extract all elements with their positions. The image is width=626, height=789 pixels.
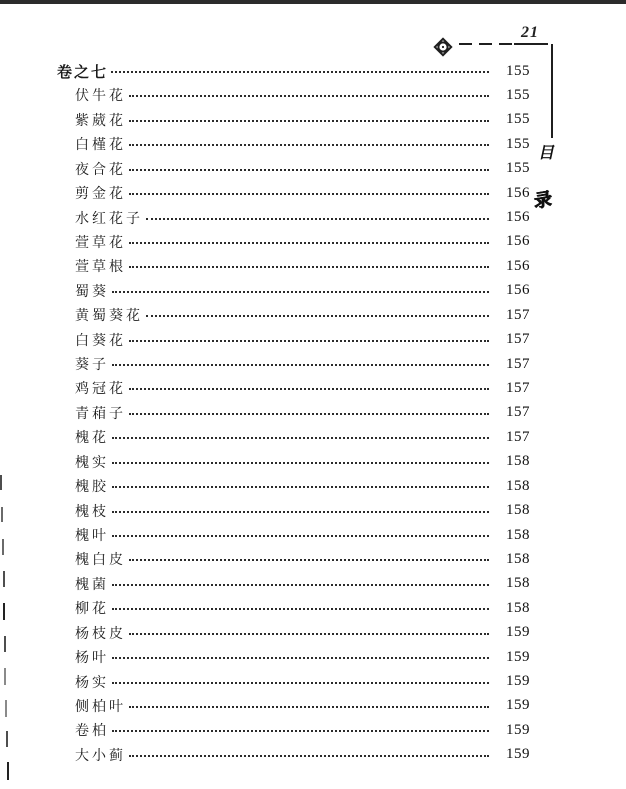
- toc-entry-label: 槐白皮: [75, 553, 126, 569]
- corner-vertical-rule: [551, 44, 553, 138]
- binding-mark: [4, 636, 6, 652]
- toc-entry: [57, 501, 530, 521]
- toc-entry-label: 鸡冠花: [75, 382, 126, 398]
- dot-leader: [112, 291, 489, 293]
- toc-entry: [57, 183, 530, 203]
- toc-entry-label: 槐叶: [75, 529, 109, 545]
- toc-entry: [57, 354, 530, 374]
- dot-leader: [112, 511, 489, 513]
- toc-entry: [57, 281, 530, 301]
- dot-leader: [129, 755, 489, 757]
- toc-entry-label: 伏牛花: [75, 89, 126, 105]
- toc-entry-page: 155: [506, 62, 530, 79]
- toc-entry-label: 萱草花: [75, 235, 126, 251]
- dot-leader: [129, 193, 489, 195]
- toc-entry-page: 156: [506, 209, 530, 226]
- dot-leader: [112, 535, 489, 537]
- toc-entry: [57, 525, 530, 545]
- toc-entry: [57, 110, 530, 130]
- toc-entry-page: 155: [506, 86, 530, 103]
- dot-leader: [129, 169, 489, 171]
- dot-leader: [112, 730, 489, 732]
- dot-leader: [112, 584, 489, 586]
- dot-leader: [129, 340, 489, 342]
- dot-leader: [112, 364, 489, 366]
- toc-entry-page: 157: [506, 306, 530, 323]
- scan-top-edge: [0, 0, 626, 4]
- toc-entry-label: 白槿花: [75, 138, 126, 154]
- toc-entry: [57, 574, 530, 594]
- binding-mark: [4, 668, 6, 685]
- dot-leader: [112, 462, 489, 464]
- toc-entry-page: 159: [506, 697, 530, 714]
- dot-leader: [129, 242, 489, 244]
- toc-entry-page: 159: [506, 721, 530, 738]
- binding-mark: [5, 700, 7, 717]
- toc-entry-page: 157: [506, 355, 530, 372]
- toc-entry-page: 158: [506, 453, 530, 470]
- toc-entry-label: 水红花子: [75, 211, 143, 227]
- toc-entry: [57, 61, 530, 81]
- binding-mark: [1, 507, 3, 522]
- toc-entry-label: 紫葳花: [75, 113, 126, 129]
- toc-entry-page: 159: [506, 648, 530, 665]
- toc-entry-label: 杨枝皮: [75, 626, 126, 642]
- toc-entry-label: 夜合花: [75, 162, 126, 178]
- dot-leader: [112, 682, 489, 684]
- toc-entry: [57, 647, 530, 667]
- toc-entry-label: 蜀葵: [75, 284, 109, 300]
- toc-entry: [57, 256, 530, 276]
- toc-entry: [57, 232, 530, 252]
- toc-entry-label: 侧柏叶: [75, 699, 126, 715]
- toc-entry: [57, 720, 530, 740]
- toc-entry-page: 155: [506, 111, 530, 128]
- toc-entry-label: 槐花: [75, 431, 109, 447]
- toc-entry: [57, 159, 530, 179]
- binding-mark: [3, 571, 5, 587]
- corner-dash-line: [459, 43, 517, 45]
- toc-entry-page: 158: [506, 502, 530, 519]
- toc-entry-page: 156: [506, 282, 530, 299]
- toc-entry-label: 青葙子: [75, 406, 126, 422]
- dot-leader: [146, 315, 489, 317]
- toc-entry-label: 槐菌: [75, 577, 109, 593]
- toc-entry-page: 158: [506, 477, 530, 494]
- toc-entry-page: 159: [506, 746, 530, 763]
- toc-entry-page: 158: [506, 575, 530, 592]
- toc-entry: [57, 330, 530, 350]
- toc-entry-label: 柳花: [75, 602, 109, 618]
- toc-entry: [57, 305, 530, 325]
- toc-entry-page: 157: [506, 331, 530, 348]
- toc-entry-page: 158: [506, 526, 530, 543]
- dot-leader: [129, 388, 489, 390]
- toc-entry-label: 杨实: [75, 675, 109, 691]
- dot-leader: [112, 437, 489, 439]
- binding-mark: [2, 539, 4, 555]
- toc-entry: [57, 85, 530, 105]
- toc-entry: [57, 598, 530, 618]
- toc-entry-page: 157: [506, 428, 530, 445]
- binding-mark: [3, 603, 5, 620]
- toc-entry: [57, 672, 530, 692]
- toc-entry: [57, 476, 530, 496]
- binding-mark: [6, 731, 8, 747]
- toc-entry-label: 杨叶: [75, 651, 109, 667]
- toc-entry-label: 萱草根: [75, 260, 126, 276]
- dot-leader: [112, 608, 489, 610]
- dot-leader: [146, 218, 489, 220]
- toc-entry: [57, 549, 530, 569]
- binding-mark: [0, 475, 2, 490]
- toc-entry-page: 158: [506, 599, 530, 616]
- toc-entry-label: 槐枝: [75, 504, 109, 520]
- toc-entry-page: 156: [506, 257, 530, 274]
- toc-entry: [57, 378, 530, 398]
- toc-entry: [57, 134, 530, 154]
- toc-entry-page: 157: [506, 404, 530, 421]
- corner-page-number: 21: [514, 24, 548, 45]
- toc-entry: [57, 208, 530, 228]
- toc-entry-label: 卷柏: [75, 724, 109, 740]
- toc-entry-page: 155: [506, 160, 530, 177]
- toc-entry: [57, 745, 530, 765]
- dot-leader: [112, 486, 489, 488]
- toc-entry-page: 157: [506, 379, 530, 396]
- toc-entry-label: 大小蓟: [75, 748, 126, 764]
- dot-leader: [129, 95, 489, 97]
- dot-leader: [129, 633, 489, 635]
- toc-entry-label: 白葵花: [75, 333, 126, 349]
- dot-leader: [112, 657, 489, 659]
- toc-entry: [57, 427, 530, 447]
- margin-label-mu: 目: [537, 145, 557, 162]
- toc-entry-label: 槐胶: [75, 480, 109, 496]
- toc-entry-page: 159: [506, 673, 530, 690]
- margin-label-lu: 录: [533, 188, 553, 212]
- dot-leader: [129, 559, 489, 561]
- binding-mark: [7, 762, 9, 780]
- toc-entry-page: 156: [506, 184, 530, 201]
- toc-entry-label: 剪金花: [75, 187, 126, 203]
- toc-entry: [57, 696, 530, 716]
- toc-entry-page: 156: [506, 233, 530, 250]
- dot-leader: [129, 266, 489, 268]
- toc-entry: [57, 452, 530, 472]
- dot-leader: [129, 120, 489, 122]
- dot-leader: [129, 413, 489, 415]
- dot-leader: [129, 706, 489, 708]
- toc-entry: [57, 403, 530, 423]
- toc-list: [57, 61, 530, 765]
- toc-entry-page: 158: [506, 550, 530, 567]
- toc-entry-label: 卷之七: [57, 64, 109, 81]
- toc-entry-label: 黄蜀葵花: [75, 309, 143, 325]
- toc-entry-page: 159: [506, 624, 530, 641]
- toc-entry: [57, 623, 530, 643]
- toc-entry-page: 155: [506, 135, 530, 152]
- toc-entry-label: 槐实: [75, 455, 109, 471]
- toc-entry-label: 葵子: [75, 358, 109, 374]
- compass-ornament-icon: [431, 35, 455, 59]
- dot-leader: [111, 71, 489, 73]
- dot-leader: [129, 144, 489, 146]
